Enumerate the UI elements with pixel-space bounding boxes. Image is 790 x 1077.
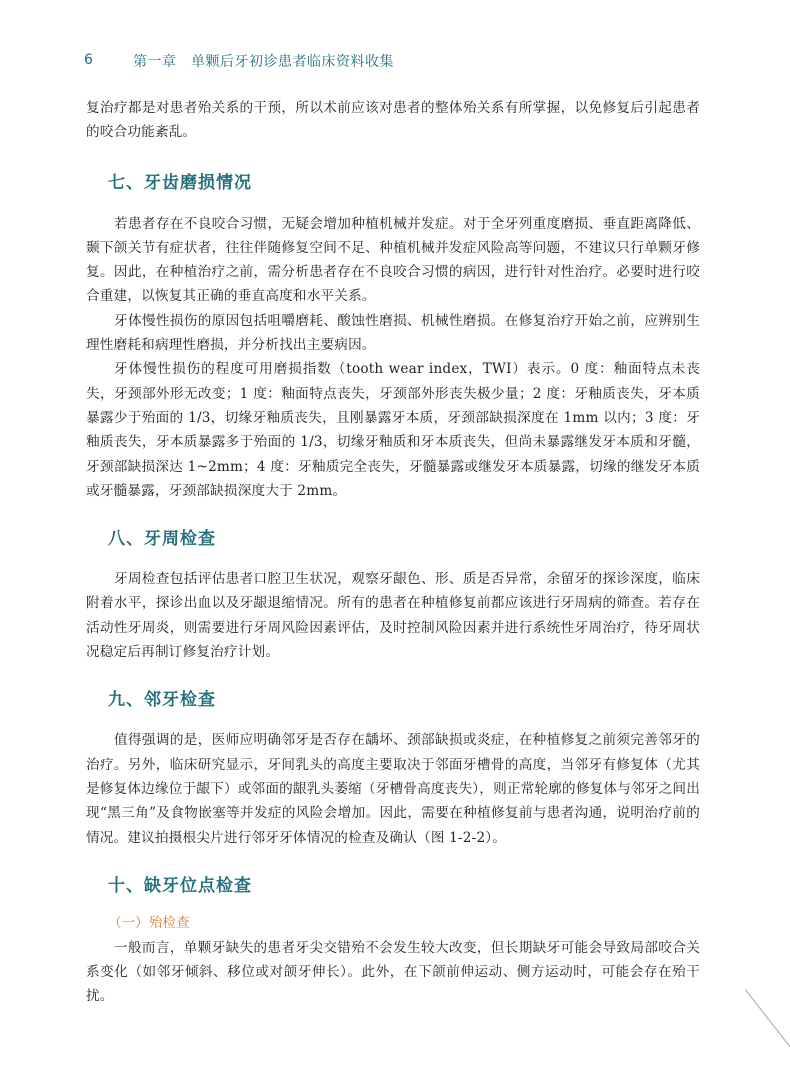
page-header [0, 0, 790, 70]
section-9-paragraph-1: 值得强调的是，医师应明确邻牙是否存在龋坏、颈部缺损或炎症，在种植修复之前须完善邻牙的治疗。另外，临床研究显示，牙间乳头的高度主要取决于邻面牙槽骨的高度，当邻牙有修复体（尤其是修复体边缘位于龈下）或邻面的龈乳头萎缩（牙槽骨高度丧失），则正常轮廓的修复体与邻牙之间出现“黑三角”及食物嵌塞等并发症的风险会增加。因此，需要在种植修复前与患者沟通，说明治疗前的情况。建议拍摄根尖片进行邻牙牙体情况的检查及确认（图 1-2-2）。 [86, 732, 700, 846]
section-8-heading: 八、牙周检查 [108, 529, 216, 550]
section-7-paragraph-3: 牙体慢性损伤的程度可用磨损指数（tooth wear index，TWI）表示。0 度：釉面特点未丧失，牙颈部外形无改变；1 度：釉面特点丧失，牙颈部外形丧失极少量；2 度：牙釉质丧失，牙本质暴露少于殆面的 1/3，切缘牙釉质丧失，且刚暴露牙本质，牙颈部缺损深度在 1mm 以内；3 度：牙釉质丧失，牙本质暴露多于殆面的 1/3，切缘牙釉质和牙本质丧失，但尚未暴露继发牙本质和牙髓，牙颈部缺损深达 1~2mm；4 度：牙釉质完全丧失，牙髓暴露或继发牙本质暴露，切缘的继发牙本质或牙髓暴露，牙颈部缺损深度大于 2mm。 [86, 361, 700, 499]
section-7-paragraph-2: 牙体慢性损伤的原因包括咀嚼磨耗、酸蚀性磨损、机械性磨损。在修复治疗开始之前，应辨别生理性磨耗和病理性磨损，并分析找出主要病因。 [86, 312, 700, 354]
section-10-paragraph-1: 一般而言，单颗牙缺失的患者牙尖交错殆不会发生较大改变，但长期缺牙可能会导致局部咬合关系变化（如邻牙倾斜、移位或对颌牙伸长）。此外，在下颌前伸运动、侧方运动时，可能会存在殆干扰。 [86, 939, 700, 1005]
page-number: 6 [84, 52, 93, 68]
page-curl-line [745, 989, 790, 1076]
section-8-paragraph-1: 牙周检查包括评估患者口腔卫生状况，观察牙龈色、形、质是否异常，余留牙的探诊深度，临床附着水平，探诊出血以及牙龈退缩情况。所有的患者在种植修复前都应该进行牙周病的筛查。若存在活动性牙周炎，则需要进行牙周风险因素评估，及时控制风险因素并进行系统性牙周治疗，待牙周状况稳定后再制订修复治疗计划。 [86, 571, 700, 661]
section-10-subheading-1: （一）殆检查 [108, 914, 190, 931]
section-10-heading: 十、缺牙位点检查 [108, 875, 252, 896]
section-7-paragraph-1: 若患者存在不良咬合习惯，无疑会增加种植机械并发症。对于全牙列重度磨损、垂直距离降低、颞下颌关节有症状者，往往伴随修复空间不足、种植机械并发症风险高等问题，不建议只行单颗牙修复。因此，在种植治疗之前，需分析患者存在不良咬合习惯的病因，进行针对性治疗。必要时进行咬合重建，以恢复其正确的垂直高度和水平关系。 [86, 215, 700, 305]
page-body [86, 96, 700, 1009]
chapter-title: 第一章 单颗后牙初诊患者临床资料收集 [133, 54, 394, 70]
intro-paragraph: 复治疗都是对患者殆关系的干预，所以术前应该对患者的整体殆关系有所掌握，以免修复后引起患者的咬合功能紊乱。 [86, 100, 700, 141]
section-9-heading: 九、邻牙检查 [108, 690, 216, 711]
section-7-heading: 七、牙齿磨损情况 [108, 172, 252, 193]
